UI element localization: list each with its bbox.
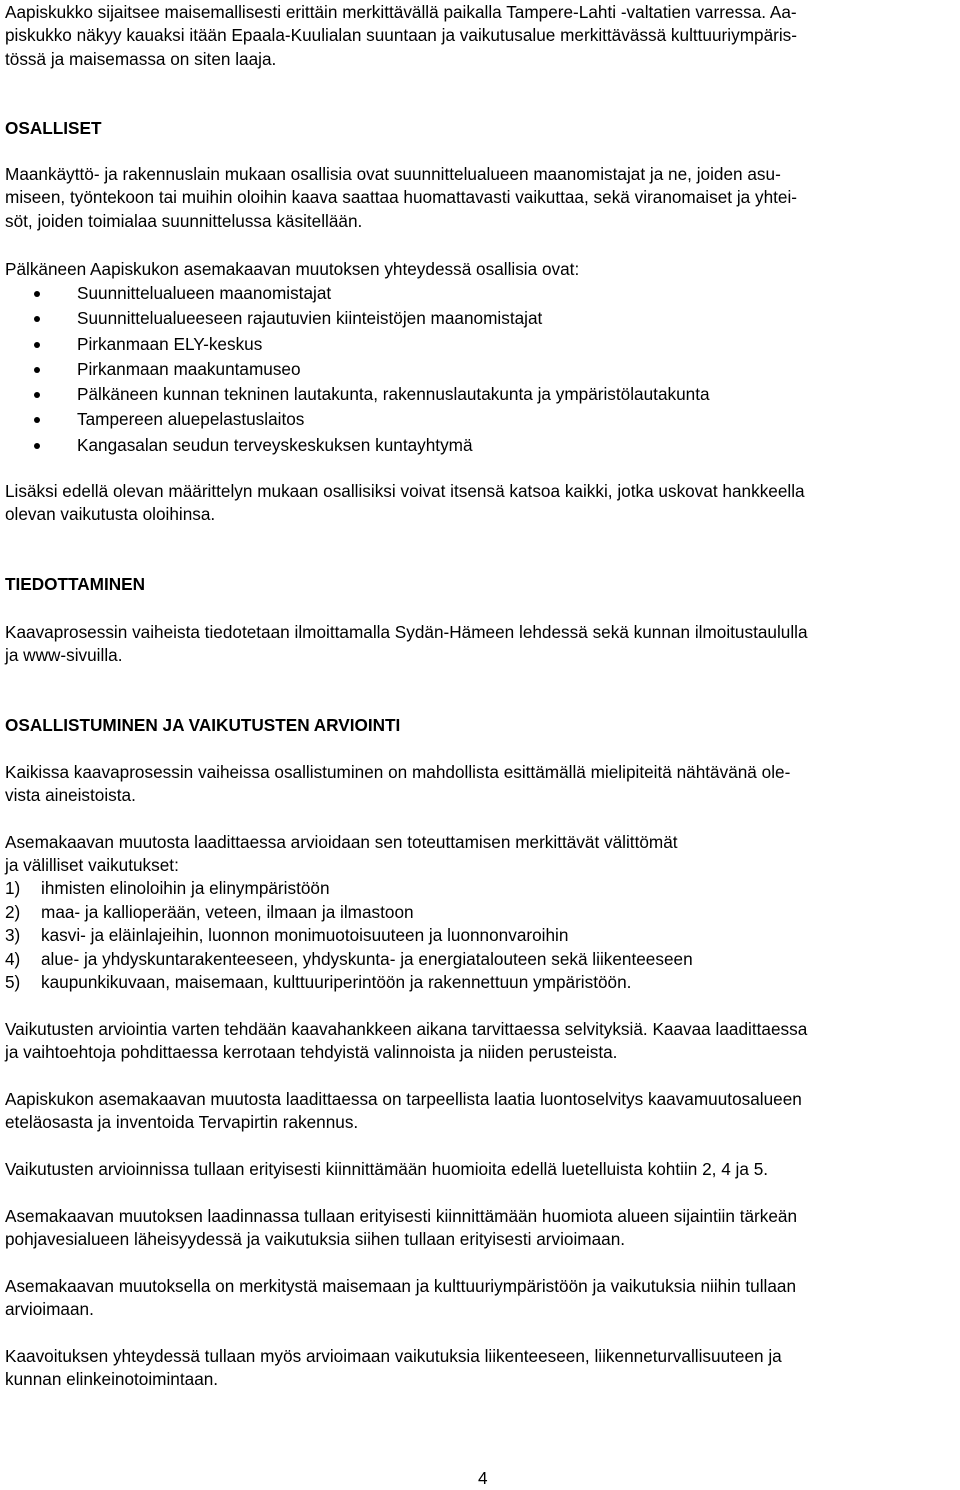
list-item: [5, 877, 693, 901]
list-item: [5, 332, 710, 357]
page-number: 4: [478, 1468, 488, 1488]
list-item: [5, 901, 693, 925]
list-item: [5, 433, 710, 458]
list-item: [5, 407, 710, 432]
bullet-icon: [34, 342, 40, 348]
osallistuminen-paragraph-7: [5, 1275, 796, 1322]
list-number: 3): [5, 925, 21, 946]
text-line: ja vaihtoehtoja pohdittaessa kerrotaan tehdyistä valinnoista ja niiden perusteista.: [5, 1042, 618, 1063]
osalliset-list-intro: Pälkäneen Aapiskukon asemakaavan muutoksen yhteydessä osallisia ovat:: [5, 259, 580, 279]
osalliset-list: [5, 281, 710, 458]
section-heading-osallistuminen: OSALLISTUMINEN JA VAIKUTUSTEN ARVIOINTI: [5, 715, 401, 735]
text-line: Vaikutusten arviointia varten tehdään kaavahankkeen aikana tarvittaessa selvityksiä. Kaavaa laadittaessa: [5, 1019, 808, 1039]
list-item: [5, 382, 710, 407]
text-line: Asemakaavan muutoksella on merkitystä maisemaan ja kulttuuriympäristöön ja vaikutuksia niihin tullaan: [5, 1276, 797, 1296]
osallistuminen-paragraph-6: [5, 1205, 797, 1252]
osallistuminen-paragraph-1: [5, 761, 790, 808]
list-number: 4): [5, 948, 21, 969]
bullet-icon: [34, 392, 40, 398]
impacts-list: [5, 877, 693, 995]
text-line: Asemakaavan muutosta laadittaessa arvioidaan sen toteuttamisen merkittävät välittömät: [5, 832, 678, 852]
tiedottaminen-paragraph: [5, 621, 808, 668]
list-item: [5, 924, 693, 948]
text-line: eteläosasta ja inventoida Tervapirtin rakennus.: [5, 1112, 359, 1133]
list-item: [5, 281, 710, 306]
list-number: 5): [5, 972, 21, 993]
bullet-icon: [34, 443, 40, 449]
osallistuminen-paragraph-3: [5, 1018, 807, 1065]
section-heading-osalliset: OSALLISET: [5, 118, 102, 138]
text-line: vista aineistoista.: [5, 785, 136, 806]
text-line: Vaikutusten arvioinnissa tullaan erityisesti kiinnittämään huomioita edellä luetelluista kohtiin 2, 4 ja 5.: [5, 1159, 769, 1179]
osalliset-paragraph-2: [5, 480, 805, 527]
list-item-text: Pälkäneen kunnan tekninen lautakunta, rakennuslautakunta ja ympäristölautakunta: [77, 384, 710, 405]
list-item-text: Suunnittelualueeseen rajautuvien kiinteistöjen maanomistajat: [77, 308, 543, 329]
text-line: tössä ja maisemassa on siten laaja.: [5, 48, 277, 69]
list-item-text: Pirkanmaan ELY-keskus: [77, 333, 263, 354]
osallistuminen-paragraph-8: [5, 1345, 782, 1392]
text-line: Asemakaavan muutoksen laadinnassa tullaan erityisesti kiinnittämään huomiota alueen sijaintiin tärkeän: [5, 1206, 798, 1226]
list-item-text: kaupunkikuvaan, maisemaan, kulttuuriperintöön ja rakennettuun ympäristöön.: [41, 972, 632, 993]
text-line: ja välilliset vaikutukset:: [5, 855, 179, 876]
text-line: arvioimaan.: [5, 1299, 94, 1320]
text-line: pohjavesialueen läheisyydessä ja vaikutuksia siihen tullaan erityisesti arvioimaan.: [5, 1229, 626, 1250]
osallistuminen-paragraph-5: [5, 1158, 768, 1181]
osalliset-paragraph: [5, 163, 797, 233]
list-number: 1): [5, 878, 21, 898]
list-item-text: kasvi- ja eläinlajeihin, luonnon monimuotoisuuteen ja luonnonvaroihin: [41, 925, 569, 946]
bullet-icon: [34, 316, 40, 322]
list-item-text: alue- ja yhdyskuntarakenteeseen, yhdyskunta- ja energiatalouteen sekä liikenteeseen: [41, 948, 693, 969]
osallistuminen-paragraph-4: [5, 1088, 802, 1135]
list-item: [5, 948, 693, 972]
text-line: Kaavoituksen yhteydessä tullaan myös arvioimaan vaikutuksia liikenteeseen, liikenneturvallisuuteen ja: [5, 1346, 782, 1366]
list-item-text: Tampereen aluepelastuslaitos: [77, 409, 305, 430]
bullet-icon: [34, 291, 40, 297]
text-line: Aapiskukon asemakaavan muutosta laadittaessa on tarpeellista laatia luontoselvitys kaavamuutosalueen: [5, 1089, 802, 1109]
section-heading-tiedottaminen: TIEDOTTAMINEN: [5, 574, 146, 594]
text-line: olevan vaikutusta oloihinsa.: [5, 504, 216, 525]
list-item-text: maa- ja kallioperään, veteen, ilmaan ja ilmastoon: [41, 901, 414, 922]
list-item-text: ihmisten elinoloihin ja elinympäristöön: [41, 878, 330, 898]
bullet-icon: [34, 417, 40, 423]
text-line: söt, joiden toimialaa suunnittelussa käsitellään.: [5, 210, 363, 231]
text-line: Kaikissa kaavaprosessin vaiheissa osallistuminen on mahdollista esittämällä mielipiteitä nähtävänä ole-: [5, 762, 791, 782]
text-line: Maankäyttö- ja rakennuslain mukaan osallisia ovat suunnittelualueen maanomistajat ja ne, joiden asu-: [5, 164, 781, 184]
list-item-text: Pirkanmaan maakuntamuseo: [77, 358, 301, 379]
text-line: kunnan elinkeinotoimintaan.: [5, 1369, 219, 1390]
list-item: [5, 357, 710, 382]
text-line: piskukko näkyy kauaksi itään Epaala-Kuulialan suuntaan ja vaikutusalue merkittävässä kulttuuriympäris-: [5, 25, 797, 46]
bullet-icon: [34, 367, 40, 373]
text-line: ja www-sivuilla.: [5, 645, 123, 666]
intro-paragraph: [5, 1, 797, 71]
list-item: [5, 971, 693, 995]
list-item: [5, 306, 710, 331]
text-line: Lisäksi edellä olevan määrittelyn mukaan osallisiksi voivat itsensä katsoa kaikki, jotka uskovat hankkeella: [5, 481, 805, 501]
list-number: 2): [5, 901, 21, 922]
text-line: Aapiskukko sijaitsee maisemallisesti erittäin merkittävällä paikalla Tampere-Lahti -valtatien varressa. Aa-: [5, 2, 797, 22]
list-item-text: Suunnittelualueen maanomistajat: [77, 283, 332, 303]
list-item-text: Kangasalan seudun terveyskeskuksen kuntayhtymä: [77, 434, 473, 455]
text-line: Kaavaprosessin vaiheista tiedotetaan ilmoittamalla Sydän-Hämeen lehdessä sekä kunnan ilmoitustaululla: [5, 622, 808, 642]
osallistuminen-paragraph-2: [5, 831, 678, 878]
text-line: miseen, työntekoon tai muihin oloihin kaava saattaa huomattavasti vaikuttaa, sekä viranomaiset ja yhtei-: [5, 187, 798, 208]
